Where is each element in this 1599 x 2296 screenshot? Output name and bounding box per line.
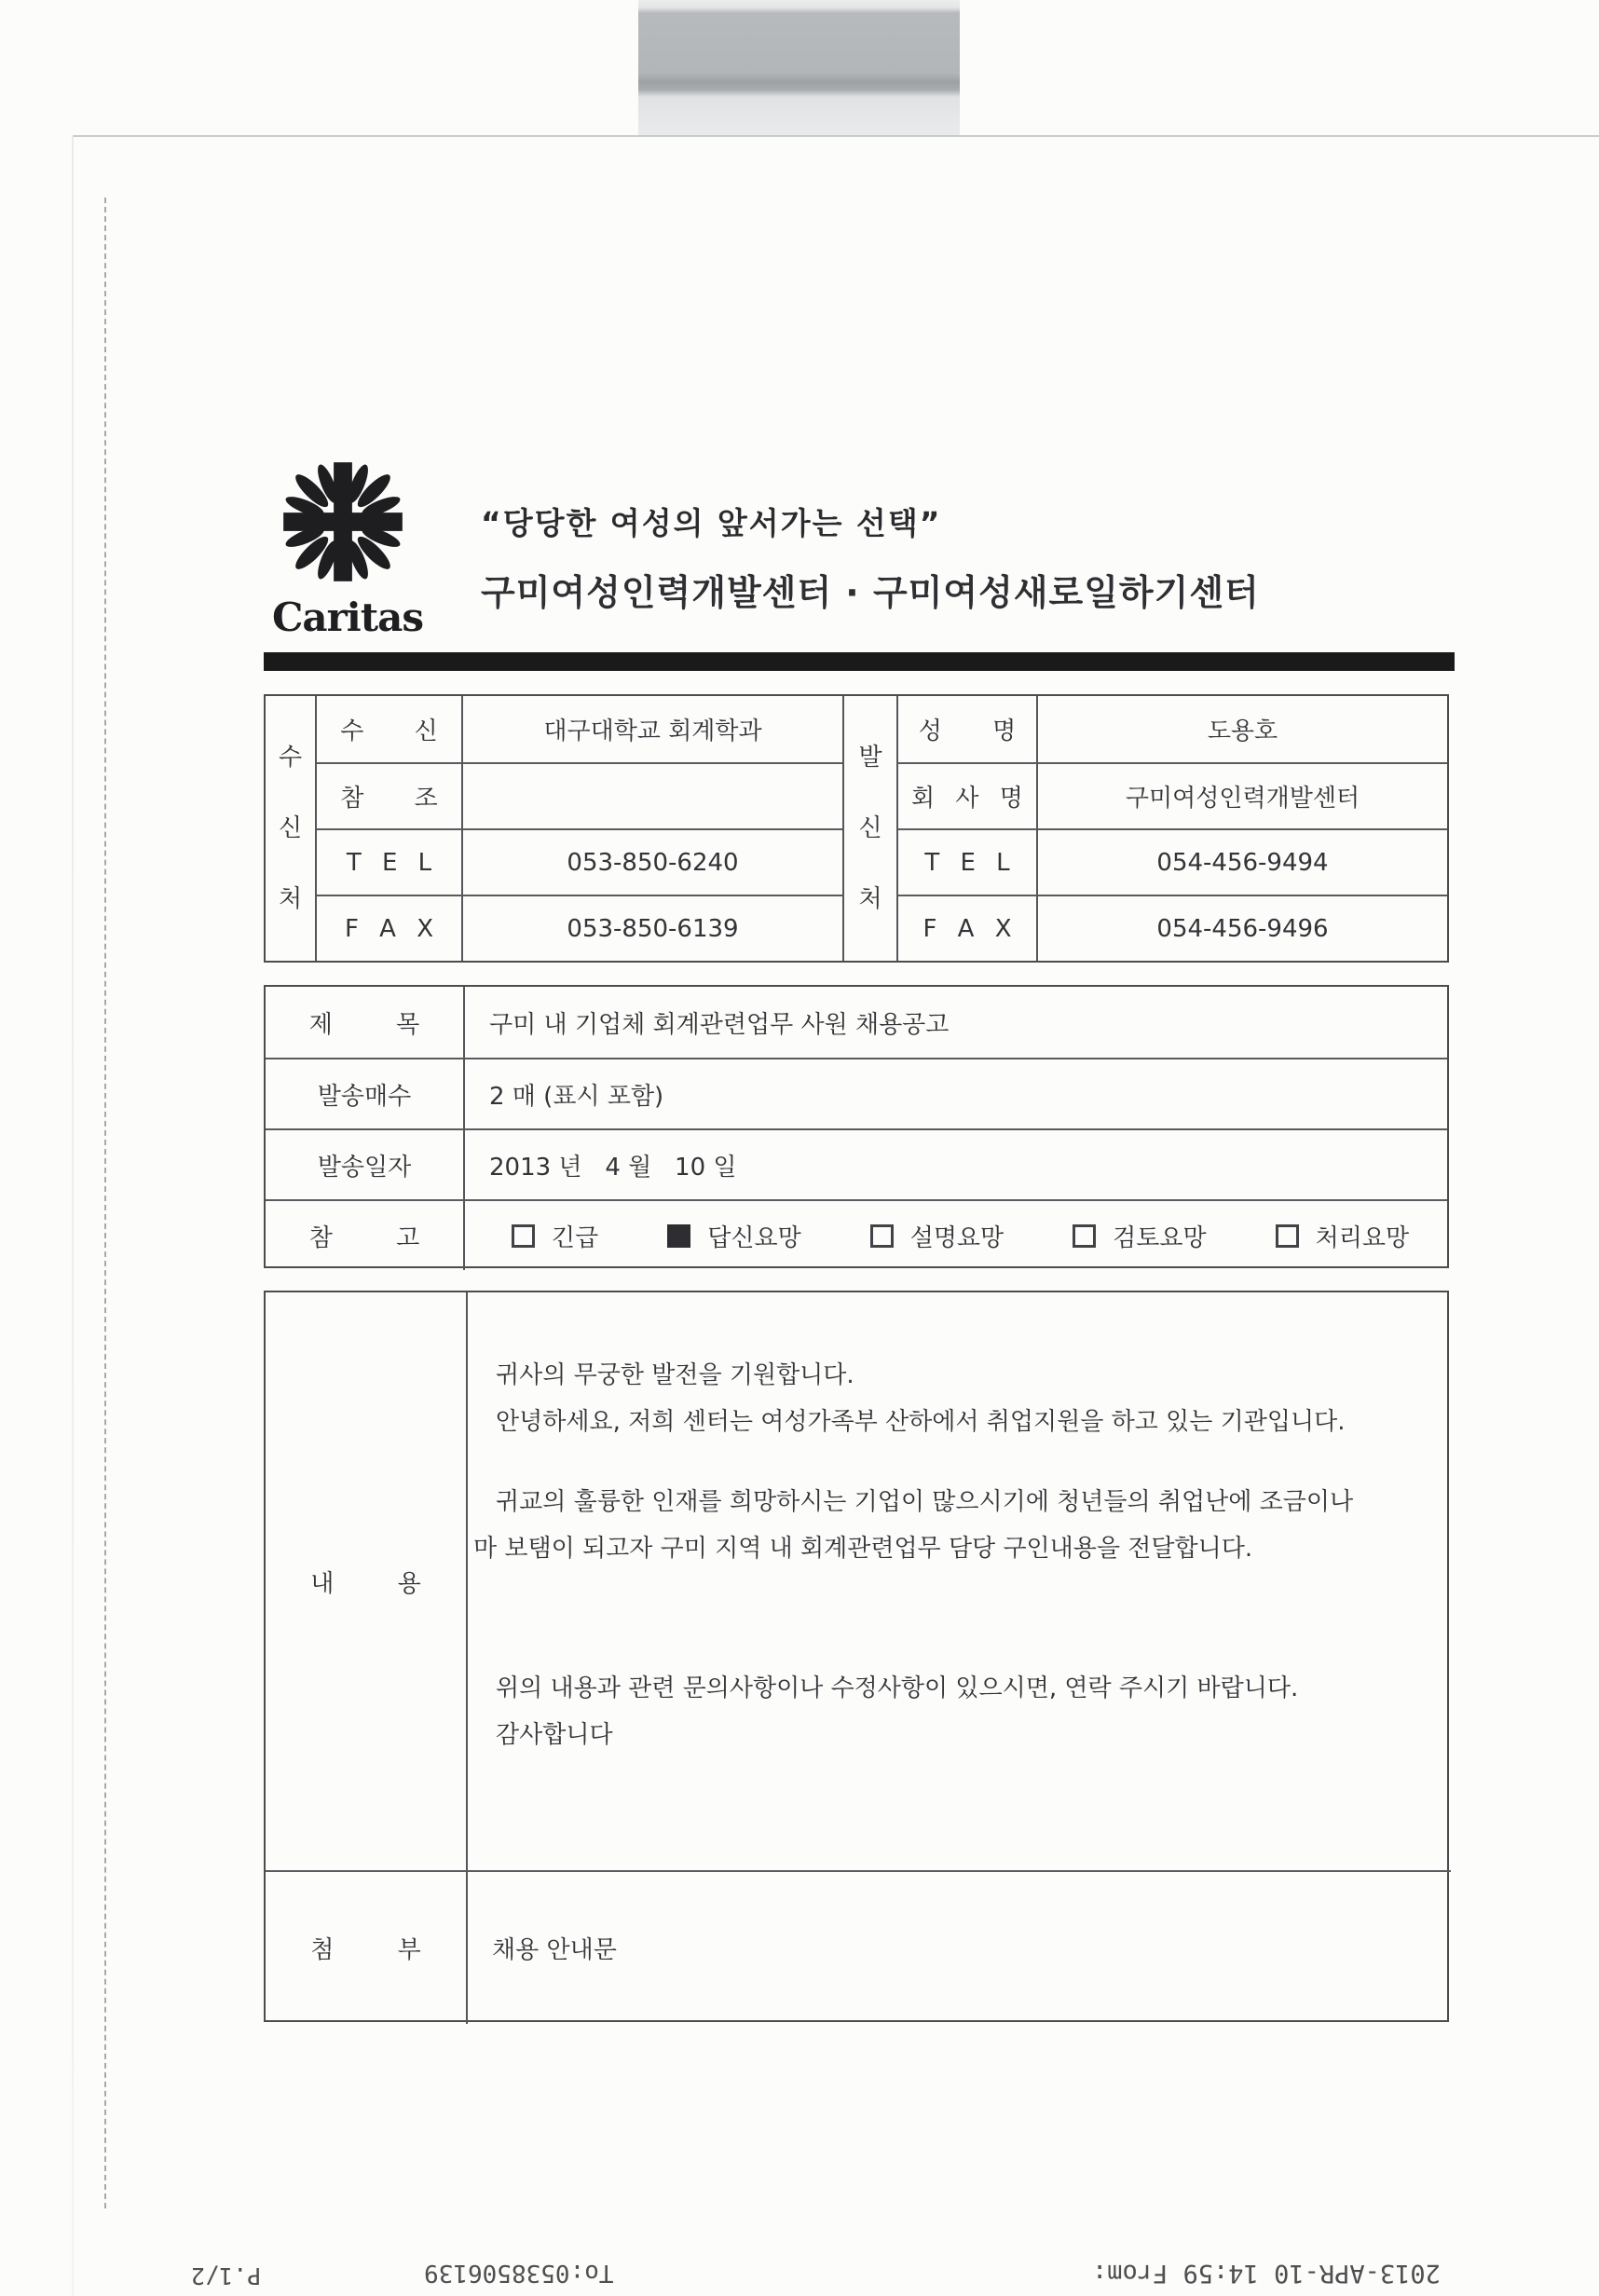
content-paragraph-purpose: 귀교의 훌륭한 인재를 희망하시는 기업이 많으시기에 청년들의 취업난에 조금이나 마 보탬이 되고자 구미 지역 내 회계관련업무 담당 구인내용을 전달합니다. — [473, 1488, 1354, 1563]
sender-fax-value: 054-456-9496 — [1038, 895, 1447, 961]
fax-stamp-to-number: To:0538506139 — [424, 2259, 614, 2287]
content-paragraph-closing: 위의 내용과 관련 문의사항이나 수정사항이 있으시면, 연락 주시기 바랍니다. 감사합니다 — [496, 1674, 1299, 1749]
logo-caption: Caritas — [272, 594, 423, 640]
checkbox-reply-requested: 답신요망 — [667, 1219, 800, 1253]
scanner-artifact — [638, 0, 960, 136]
checkbox-handling-requested: 처리요망 — [1276, 1219, 1409, 1253]
checkbox-urgent: 긴급 — [512, 1219, 598, 1253]
send-date-value: 2013 년 4 월 10 일 — [465, 1128, 1447, 1199]
caritas-logo — [272, 451, 423, 640]
recipient-tel-value: 053-850-6240 — [463, 828, 844, 895]
recipient-tel-label: T E L — [317, 828, 463, 895]
recipient-to-label: 수 신 — [317, 696, 463, 762]
sender-company-value: 구미여성인력개발센터 — [1038, 762, 1447, 828]
content-paragraph-greeting: 귀사의 무궁한 발전을 기원합니다. 안녕하세요, 저희 센터는 여성가족부 산하에서 취업지원을 하고 있는 기관입니다. — [496, 1361, 1346, 1436]
fax-routing-table — [264, 694, 1449, 963]
recipient-group-label: 수 신 처 — [266, 696, 317, 961]
sender-tel-value: 054-456-9494 — [1038, 828, 1447, 895]
page-count-label: 발송매수 — [266, 1058, 465, 1128]
recipient-to-value: 대구대학교 회계학과 — [463, 696, 844, 762]
checkbox-review-requested-box — [1073, 1224, 1096, 1248]
recipient-fax-label: F A X — [317, 895, 463, 961]
recipient-cc-label: 참 조 — [317, 762, 463, 828]
header-divider-bar — [264, 652, 1455, 671]
checkbox-explanation-requested-box — [870, 1224, 894, 1248]
header-text — [481, 499, 1260, 615]
sender-name-value: 도용호 — [1207, 718, 1278, 745]
slogan: “당당한 여성의 앞서가는 선택” — [481, 505, 942, 541]
recipient-fax-value: 053-850-6139 — [463, 895, 844, 961]
fax-body-table — [264, 1291, 1449, 2022]
sender-name-label: 성 명 — [898, 696, 1038, 762]
attachment-label: 첨 부 — [266, 1870, 468, 2024]
punch-guide-dashed-line — [104, 198, 106, 2208]
reference-label: 참 고 — [266, 1199, 465, 1270]
sender-tel-label: T E L — [898, 828, 1038, 895]
fax-meta-table — [264, 985, 1449, 1268]
organization-names: 구미여성인력개발센터 · 구미여성새로일하기센터 — [481, 572, 1260, 613]
paper-left-edge — [72, 136, 74, 2296]
subject-value: 구미 내 기업체 회계관련업무 사원 채용공고 — [489, 1010, 950, 1039]
checkbox-reply-requested-box — [667, 1224, 690, 1248]
fax-stamp-datetime-from: 2013-APR-10 14:59 From: — [1092, 2259, 1441, 2288]
subject-label: 제 목 — [266, 987, 465, 1058]
send-date-label: 발송일자 — [266, 1128, 465, 1199]
sender-fax-label: F A X — [898, 895, 1038, 961]
checkbox-handling-requested-box — [1276, 1224, 1299, 1248]
content-label: 내 용 — [266, 1292, 468, 1870]
checkbox-review-requested: 검토요망 — [1073, 1219, 1206, 1253]
caritas-flame-cross-icon — [272, 451, 414, 593]
recipient-cc-value — [463, 762, 844, 828]
sender-group-label: 발 신 처 — [844, 696, 898, 961]
checkbox-explanation-requested: 설명요망 — [870, 1219, 1004, 1253]
attachment-value: 채용 안내문 — [468, 1870, 1451, 2024]
paper-top-edge — [73, 135, 1599, 137]
sender-company-label: 회 사 명 — [898, 762, 1038, 828]
page-count-value: 2 매 (표시 포함) — [465, 1058, 1447, 1128]
content-body — [468, 1292, 1451, 1870]
fax-stamp-page-number: P.1/2 — [191, 2262, 262, 2289]
reference-checkboxes — [465, 1199, 1447, 1270]
checkbox-urgent-box — [512, 1224, 535, 1248]
